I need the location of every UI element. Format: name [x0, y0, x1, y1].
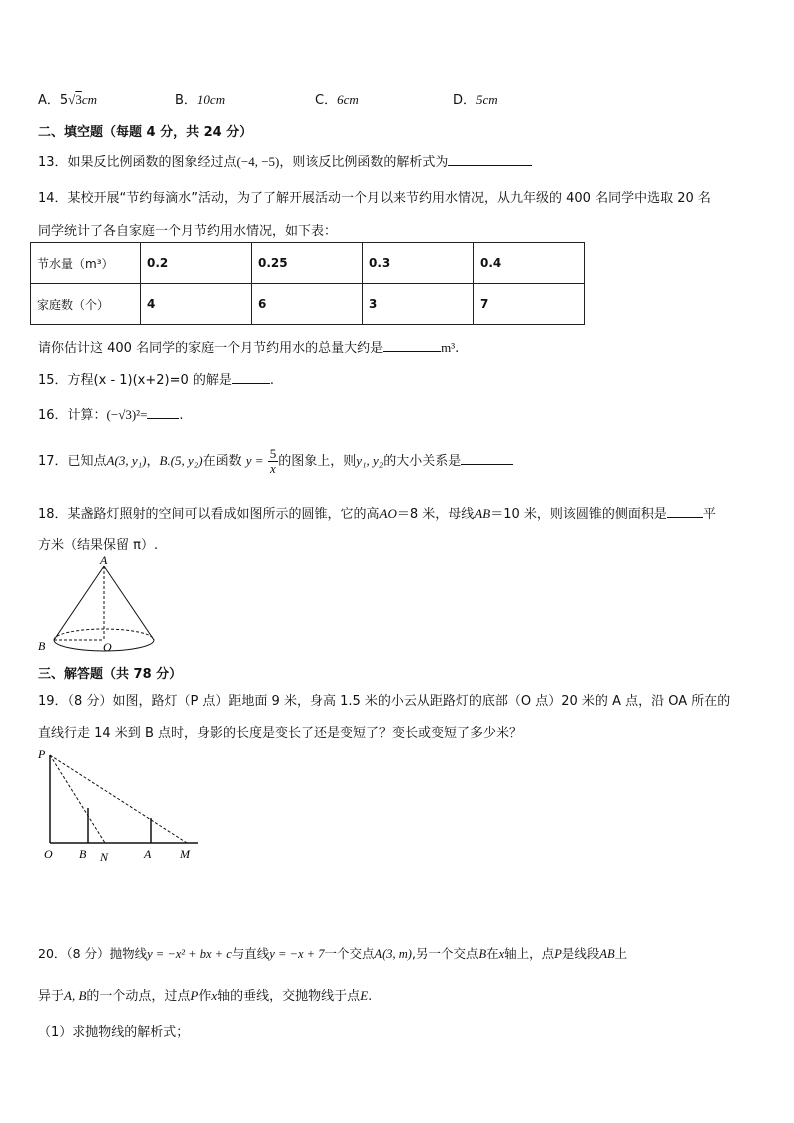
q13-text-after: ，则该反比例函数的解析式为: [279, 155, 449, 170]
q20-point-a: A(3, m): [374, 947, 412, 961]
q13-text-before: 13．如果反比例函数的图象经过点: [38, 155, 237, 170]
q17-fraction-numerator: 5: [269, 446, 277, 461]
table-header-cell: 家庭数（个）: [31, 284, 141, 325]
section2-title: 二、填空题（每题 4 分，共 24 分）: [38, 125, 253, 140]
sqrt-symbol: √: [68, 92, 76, 107]
q16-end: .: [179, 408, 184, 423]
q20-l2-a: 异于: [38, 989, 65, 1004]
section3-title: 三、解答题（共 78 分）: [38, 667, 183, 682]
q14-end: .: [455, 341, 460, 356]
q12-option-b-value: 10cm: [196, 92, 226, 107]
q20-line1: [38, 944, 627, 962]
q17-vars: y₁, y₂: [356, 453, 384, 468]
label-b: B: [79, 847, 87, 861]
q20-l2-d: 轴的垂线，交抛物线于点: [217, 989, 361, 1004]
q17-fraction: [268, 447, 279, 476]
q20-text-a: 20．（8 分）抛物线: [38, 946, 148, 961]
q15-answer-blank: [232, 371, 270, 384]
q13: [38, 151, 532, 170]
q20-text-h: 上: [614, 946, 628, 961]
q18-line1: [38, 503, 716, 522]
q12-option-d-prefix: D．: [453, 93, 477, 108]
q17-fraction-denominator: x: [270, 461, 276, 476]
table-header-cell: 节水量（m³）: [31, 243, 141, 284]
q16-prefix: 16．计算：: [38, 408, 107, 423]
q18-line2: 方米（结果保留 π）.: [38, 538, 159, 553]
q12-option-c-value: 6cm: [337, 92, 359, 107]
q14-answer-blank: [383, 339, 441, 352]
q12-option-c: [315, 89, 359, 108]
q20-p2: P: [190, 988, 199, 1003]
table-cell: 7: [474, 284, 585, 325]
q12-option-b-prefix: B．: [175, 93, 197, 108]
q19-line2: 直线行走 14 米到 B 点时，身影的长度是变长了还是变短了？变长或变短了多少米？: [38, 726, 522, 741]
q18-ab: AB: [474, 506, 491, 521]
q12-option-d-value: 5cm: [476, 92, 498, 107]
q20-p: P: [554, 947, 562, 961]
q18-answer-blank: [667, 505, 703, 518]
q12-option-a-prefix: A．5: [38, 93, 69, 108]
q20-text-e: 在: [486, 946, 499, 961]
q20-b: B: [478, 947, 487, 961]
table-row: [31, 284, 585, 325]
q16: [38, 404, 184, 423]
q20-line-eq: y = −x + 7: [269, 947, 325, 961]
q20-ab2: A, B: [64, 988, 87, 1003]
light-ray-pm: [50, 755, 187, 843]
q19-line1: 19．（8 分）如图，路灯（P 点）距地面 9 米，身高 1.5 米的小云从距路灯的底部（O 点）20 米的 A 点，沿 OA 所在的: [38, 694, 731, 709]
q18-text-b: ＝8 米，母线: [396, 507, 475, 522]
table-cell: 0.2: [141, 243, 252, 284]
q20-ab: AB: [599, 947, 615, 961]
table-row: [31, 243, 585, 284]
q17-answer-blank: [461, 452, 513, 465]
q16-expression: (−√3)²=: [106, 407, 148, 422]
q12-option-a-unit: cm: [81, 92, 97, 107]
q12-option-c-prefix: C．: [315, 93, 338, 108]
q17-mid: 在函数: [202, 454, 242, 469]
water-saving-table: [30, 242, 585, 325]
q12-option-d: [453, 89, 498, 108]
q20-l2-b: 的一个动点，过点: [86, 989, 191, 1004]
q20-text-d: ,另一个交点: [411, 946, 479, 961]
q17-prefix: 17．已知点: [38, 454, 107, 469]
q14-ask: [38, 337, 459, 356]
label-m: M: [180, 847, 190, 861]
table-cell: 4: [141, 284, 252, 325]
q14-ask-text: 请你估计这 400 名同学的家庭一个月节约用水的总量大约是: [38, 341, 384, 356]
cone-label-o: O: [103, 640, 112, 654]
q17-func-lhs: y =: [245, 453, 264, 468]
cone-label-b: B: [38, 639, 46, 653]
table-cell: 0.4: [474, 243, 585, 284]
table-cell: 6: [252, 284, 363, 325]
q15: [38, 369, 274, 388]
q12-option-a-radicand: 3: [75, 92, 82, 107]
q17-point-b: B.(5, y₂): [159, 453, 203, 468]
q12-option-b: [175, 89, 225, 108]
cone-label-a: A: [100, 553, 108, 567]
q15-end: .: [269, 373, 275, 388]
table-cell: 0.3: [363, 243, 474, 284]
q20-text-f: 轴上，点: [504, 946, 555, 961]
q20-text-g: 是线段: [561, 946, 600, 961]
q18-text-c: ＝10 米，则该圆锥的侧面积是: [490, 507, 667, 522]
label-n: N: [100, 850, 109, 864]
q20-l2-c: 作: [198, 989, 212, 1004]
q20-e: E: [360, 988, 369, 1003]
q20-text-c: 一个交点: [324, 946, 375, 961]
q18-text-a: 18．某盏路灯照射的空间可以看成如图所示的圆锥，它的高: [38, 507, 380, 522]
q12-option-a: [38, 89, 97, 108]
table-cell: 3: [363, 284, 474, 325]
label-p: P: [38, 747, 46, 761]
q17: [38, 446, 513, 477]
q20-x1: x: [498, 947, 505, 961]
q13-point: (−4, −5): [236, 154, 280, 169]
q14-line1: 14．某校开展“节约每滴水”活动，为了了解开展活动一个月以来节约用水情况，从九年级的 400 名同学中选取 20 名: [38, 191, 711, 206]
label-o: O: [44, 847, 53, 861]
q17-mid2: 的图象上，则: [278, 454, 357, 469]
q15-text: 15．方程(x - 1)(x+2)=0 的解是: [38, 373, 232, 388]
q18-text-d: 平: [702, 507, 716, 522]
q20-l2-e: .: [368, 989, 373, 1004]
q17-end: 的大小关系是: [383, 454, 462, 469]
q17-separator: ，: [146, 454, 160, 469]
q20-line2: [38, 985, 372, 1004]
q17-point-a: A(3, y₁): [106, 453, 147, 468]
q14-line2: 同学统计了各自家庭一个月节约用水情况，如下表：: [38, 224, 338, 239]
q18-ao: AO: [379, 506, 397, 521]
street-light-figure: [32, 744, 204, 866]
table-cell: 0.25: [252, 243, 363, 284]
q13-answer-blank: [448, 153, 532, 166]
q14-unit: m³: [441, 340, 456, 355]
q20-sub1: （1）求抛物线的解析式；: [38, 1025, 190, 1040]
q20-x2: x: [211, 988, 218, 1003]
light-ray-pn: [50, 755, 105, 843]
q20-text-b: 与直线: [231, 946, 270, 961]
label-a: A: [144, 847, 152, 861]
q20-parabola: y = −x² + bx + c: [147, 947, 232, 961]
q16-answer-blank: [147, 406, 179, 419]
cone-figure: [34, 553, 174, 661]
